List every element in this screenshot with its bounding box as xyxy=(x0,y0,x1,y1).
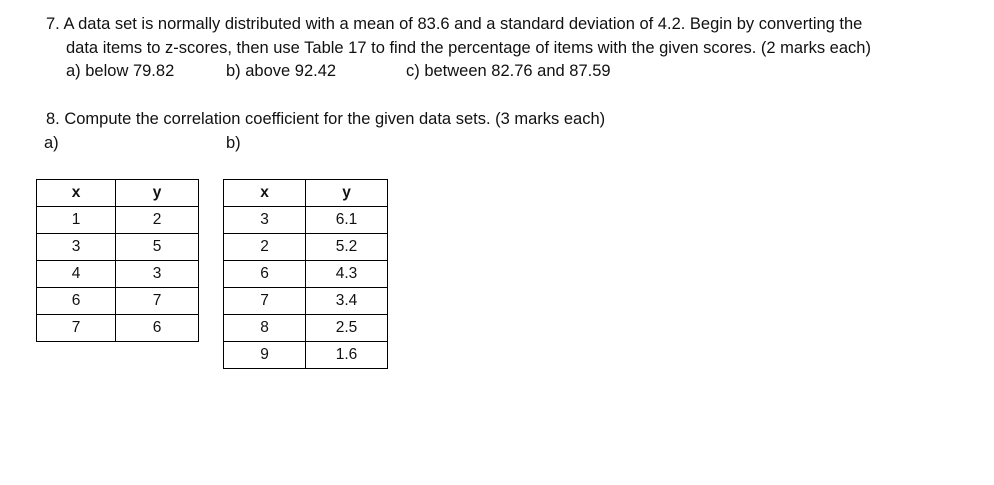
data-table-b xyxy=(223,179,388,369)
table-cell: 6 xyxy=(116,315,199,342)
question-7-part-b: b) above 92.42 xyxy=(226,62,337,80)
column-header-y: y xyxy=(116,180,199,207)
question-7-part-a: a) below 79.82 xyxy=(66,62,175,80)
question-7-text-line-1: A data set is normally distributed with a mean of 83.6 and a standard deviation of 4.2. Begin by converting the xyxy=(63,15,863,33)
table-row xyxy=(224,315,388,342)
table-cell: 3 xyxy=(116,261,199,288)
table-row xyxy=(224,342,388,369)
table-cell: 7 xyxy=(37,315,116,342)
table-row xyxy=(224,207,388,234)
question-7-text-line-2: data items to z-scores, then use Table 17 to find the percentage of items with the given scores. (2 marks each) xyxy=(66,39,871,57)
table-row xyxy=(37,315,199,342)
column-header-y: y xyxy=(306,180,388,207)
table-header-row xyxy=(37,180,199,207)
question-7-line-1 xyxy=(46,14,862,34)
question-7-part-c: c) between 82.76 and 87.59 xyxy=(406,62,611,80)
table-cell: 4.3 xyxy=(306,261,388,288)
table-cell: 6 xyxy=(37,288,116,315)
table-row xyxy=(37,261,199,288)
table-cell: 2 xyxy=(116,207,199,234)
table-cell: 3.4 xyxy=(306,288,388,315)
table-cell: 1.6 xyxy=(306,342,388,369)
table-row xyxy=(224,234,388,261)
question-7-number: 7. xyxy=(46,15,60,33)
table-cell: 9 xyxy=(224,342,306,369)
table-cell: 2.5 xyxy=(306,315,388,342)
question-8-text: 8. Compute the correlation coefficient for the given data sets. (3 marks each) xyxy=(46,110,606,128)
table-cell: 7 xyxy=(224,288,306,315)
table-cell: 6.1 xyxy=(306,207,388,234)
data-table-a xyxy=(36,179,199,342)
table-row xyxy=(37,234,199,261)
question-8-label-b: b) xyxy=(226,134,241,152)
table-cell: 5 xyxy=(116,234,199,261)
table-cell: 1 xyxy=(37,207,116,234)
table-row xyxy=(224,261,388,288)
column-header-x: x xyxy=(224,180,306,207)
table-cell: 3 xyxy=(37,234,116,261)
table-header-row xyxy=(224,180,388,207)
table-cell: 8 xyxy=(224,315,306,342)
table-row xyxy=(224,288,388,315)
table-cell: 6 xyxy=(224,261,306,288)
table-cell: 7 xyxy=(116,288,199,315)
table-row xyxy=(37,207,199,234)
question-8-label-a: a) xyxy=(44,134,59,152)
table-cell: 2 xyxy=(224,234,306,261)
table-cell: 5.2 xyxy=(306,234,388,261)
table-row xyxy=(37,288,199,315)
column-header-x: x xyxy=(37,180,116,207)
table-cell: 3 xyxy=(224,207,306,234)
table-cell: 4 xyxy=(37,261,116,288)
